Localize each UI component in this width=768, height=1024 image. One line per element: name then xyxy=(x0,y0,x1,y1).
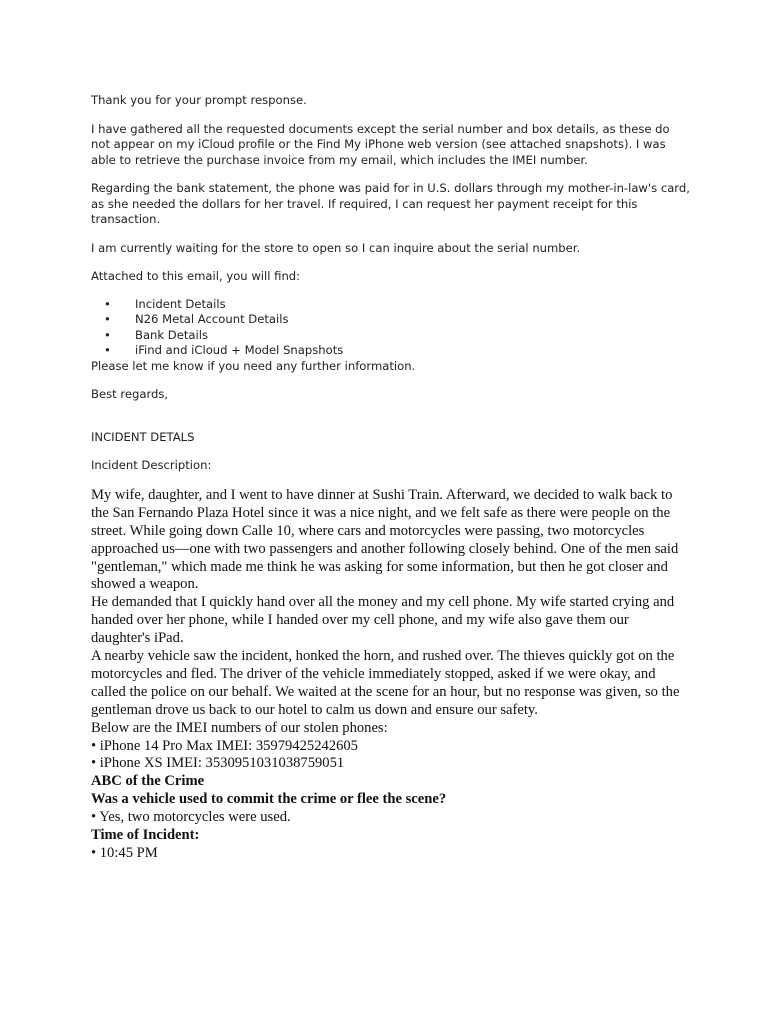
incident-section-title: INCIDENT DETALS xyxy=(91,429,195,444)
list-item: • iFind and iCloud + Model Snapshots xyxy=(104,343,344,358)
paragraph-documents: I have gathered all the requested documents except the serial number and box details, as these do not appear on my iCloud profile or the Find My iPhone web version (see attached snapshots). I was able to retrieve the purchase invoice from my email, which includes the IMEI number. xyxy=(91,121,670,167)
bullet-icon: • xyxy=(104,327,111,342)
attachments-list xyxy=(91,297,691,359)
paragraph-bank-statement: Regarding the bank statement, the phone was paid for in U.S. dollars through my mother-in-law's card, as she needed the dollars for her travel. If required, I can request her payment receipt for this transaction. xyxy=(91,181,690,226)
list-item: • N26 Metal Account Details xyxy=(104,312,289,327)
incident-description-label: Incident Description: xyxy=(91,458,212,473)
bullet-icon: • xyxy=(104,296,111,311)
imei-iphone-14-pro-max: • iPhone 14 Pro Max IMEI: 35979425242605 xyxy=(91,737,358,754)
time-answer: • 10:45 PM xyxy=(91,845,158,861)
document-page xyxy=(91,93,691,863)
paragraph-attachments-intro: Attached to this email, you will find: xyxy=(91,269,301,283)
narrative-paragraph-demand: He demanded that I quickly hand over all the money and my cell phone. My wife started crying and handed over her phone, while I handed over my cell phone, and my wife also gave them our daughter's iPad. xyxy=(91,594,675,647)
paragraph-serial-number: I am currently waiting for the store to open so I can inquire about the serial number. xyxy=(91,240,581,255)
imei-iphone-xs: • iPhone XS IMEI: 3530951031038759051 xyxy=(91,755,345,772)
narrative-paragraph-rescue: A nearby vehicle saw the incident, honked the horn, and rushed over. The thieves quickly got on the motorcycles and fled. The driver of the vehicle immediately stopped, asked if we were okay, and called the police on our behalf. We waited at the scene for an hour, but no response was given, so the gentleman drove us back to our hotel to calm us down and ensure our safety. xyxy=(91,648,680,718)
sign-off: Best regards, xyxy=(91,387,169,402)
vehicle-question: Was a vehicle used to commit the crime or flee the scene? xyxy=(91,791,447,808)
bullet-icon: • xyxy=(104,343,111,358)
closing-line: Please let me know if you need any further information. xyxy=(91,358,416,373)
list-item: • Bank Details xyxy=(104,327,208,342)
time-heading: Time of Incident: xyxy=(91,827,200,844)
imei-intro: Below are the IMEI numbers of our stolen phones: xyxy=(91,719,388,736)
bullet-icon: • xyxy=(104,312,111,327)
abc-heading: ABC of the Crime xyxy=(91,773,205,790)
greeting-line: Thank you for your prompt response. xyxy=(91,93,307,107)
narrative-paragraph-dinner: My wife, daughter, and I went to have dinner at Sushi Train. Afterward, we decided to walk back to the San Fernando Plaza Hotel since it was a nice night, and we felt safe as there were people on the street. While going down Calle 10, where cars and motorcycles were passing, two motorcycles approached us—one with two passengers and another following closely behind. One of the men said "gentleman," which made me think he was asking for some information, but then he got closer and showed a weapon. xyxy=(91,486,679,593)
list-item: • Incident Details xyxy=(104,296,226,311)
vehicle-answer: • Yes, two motorcycles were used. xyxy=(91,809,291,826)
incident-narrative xyxy=(91,487,691,863)
email-body xyxy=(91,93,691,474)
